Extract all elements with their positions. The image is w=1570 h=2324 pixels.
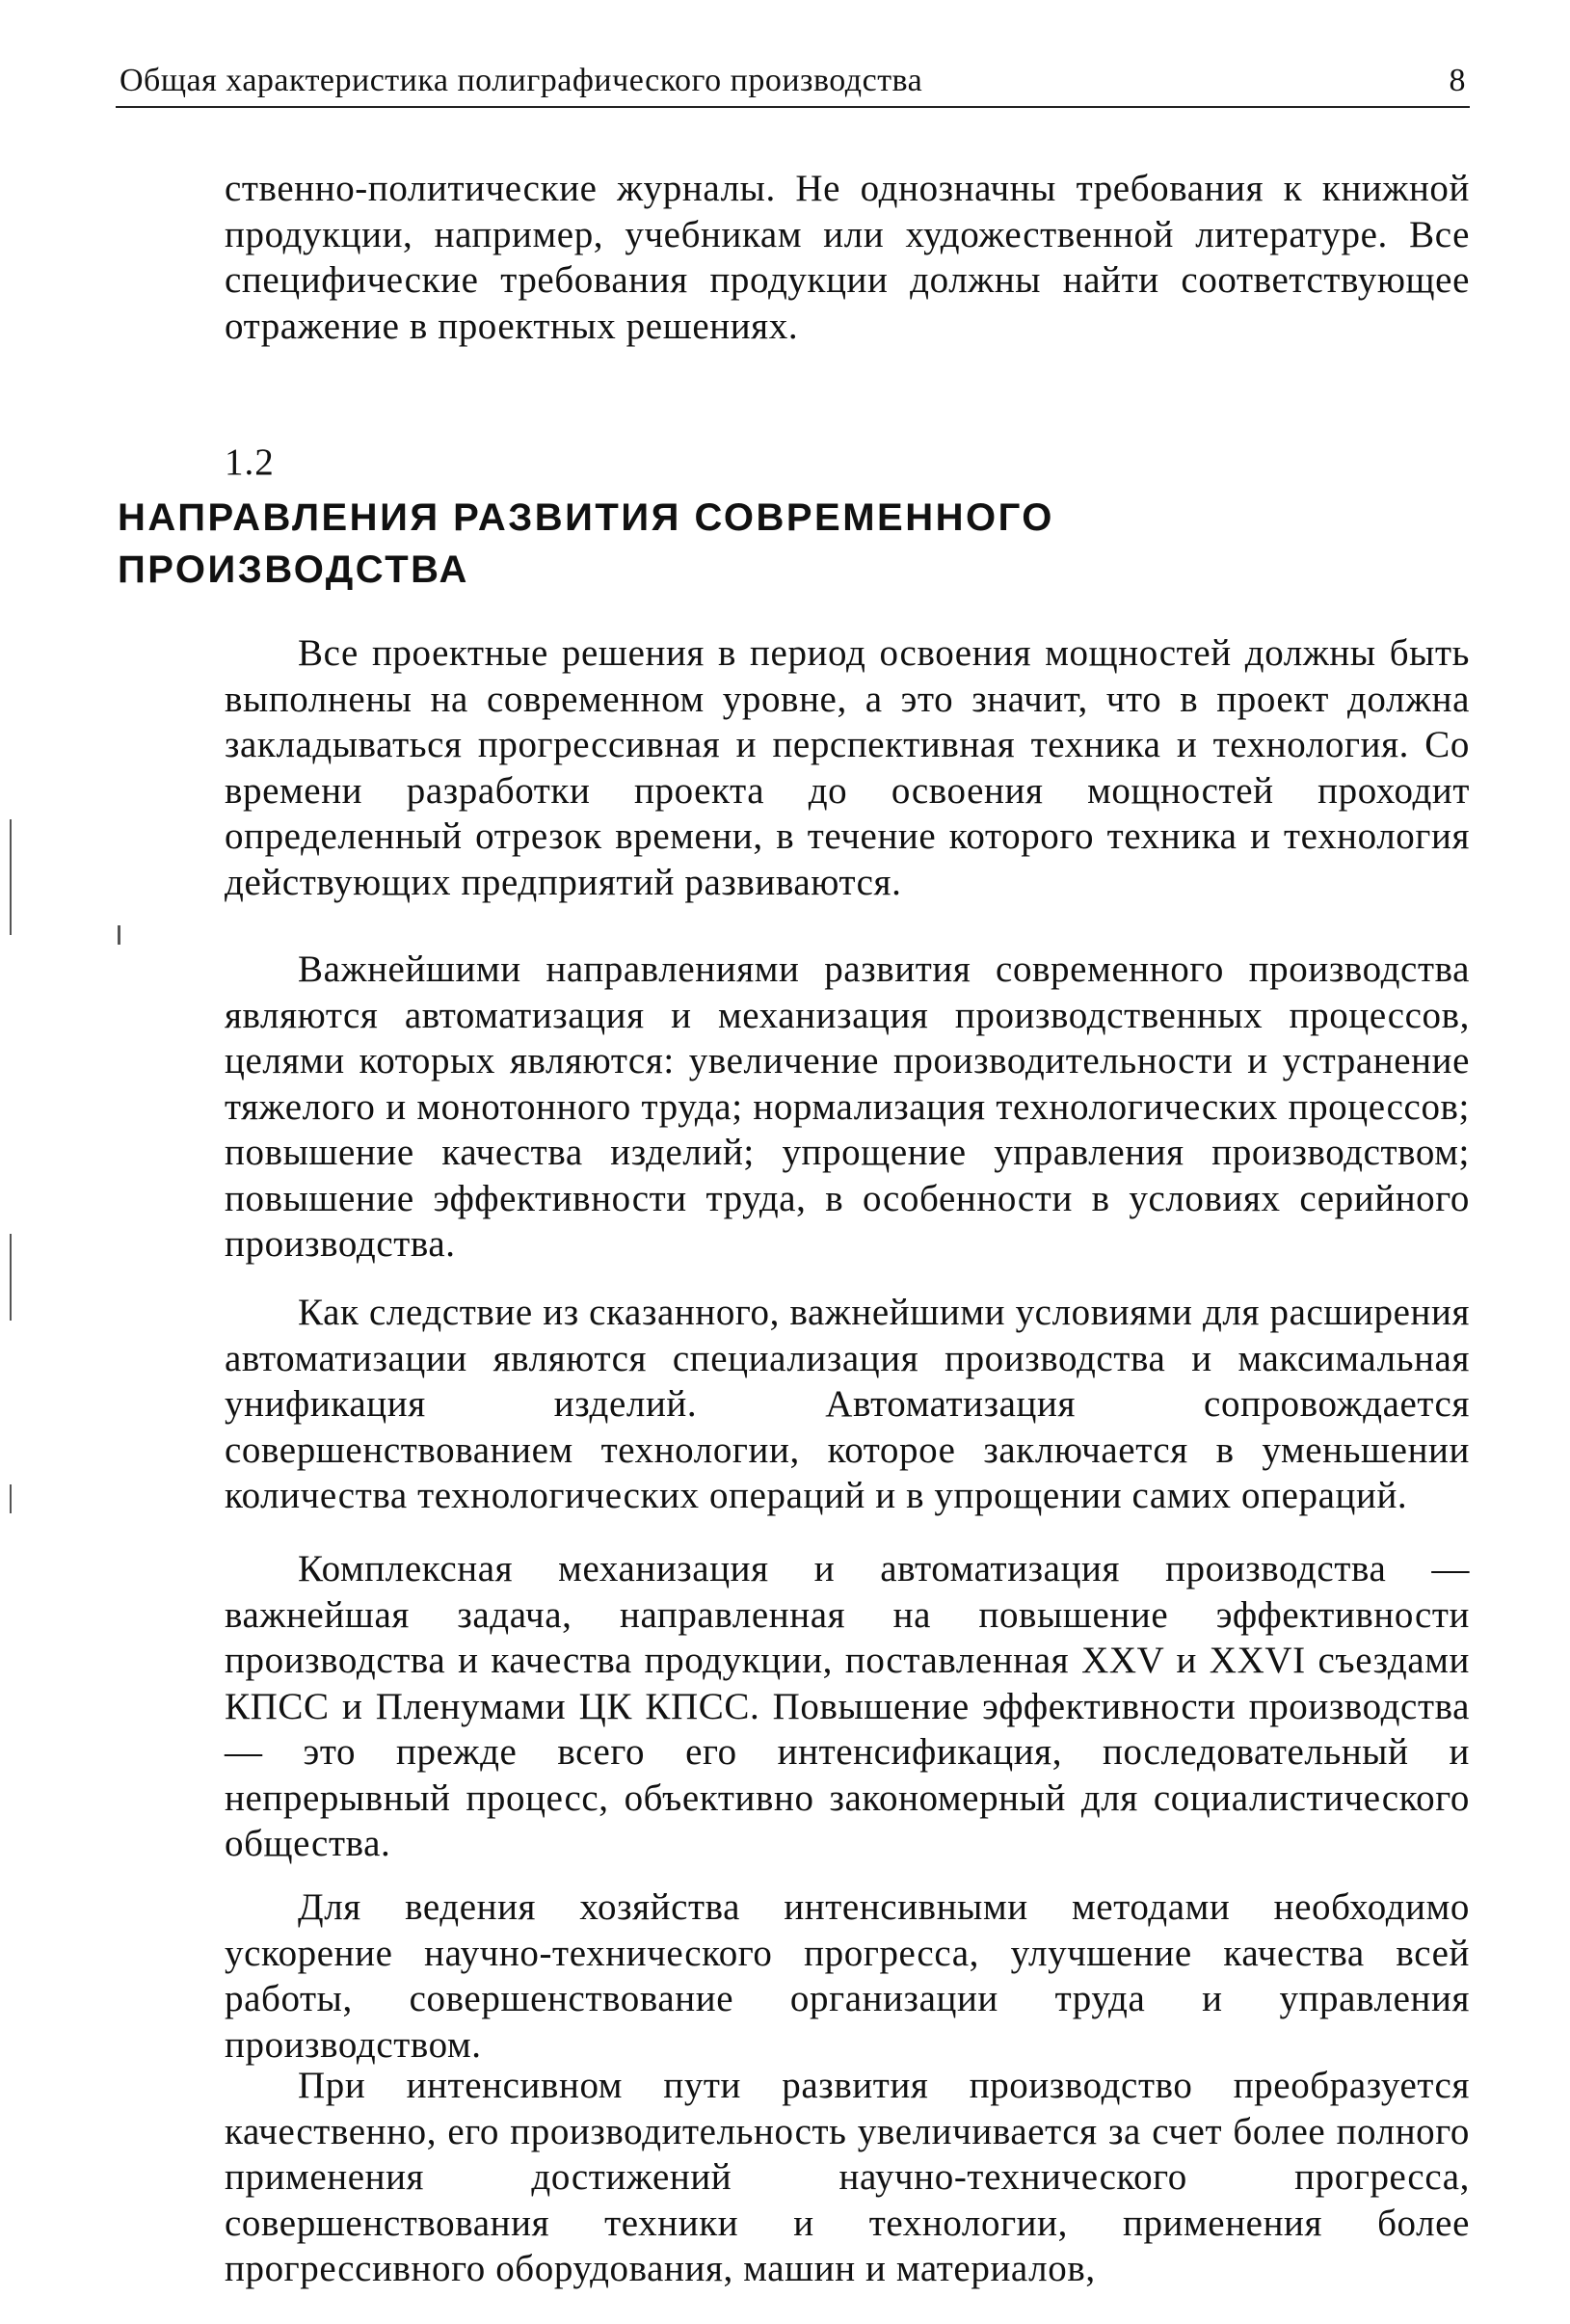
paragraph-continuation: ственно-политические журналы. Не однозначны требования к книжной продукции, например, учебникам или художественной литературе. Все специфические требования продукции должны найти соответствующее отражение в проектных решениях. [225, 168, 1470, 347]
running-header [116, 56, 1470, 108]
scan-artifact [118, 925, 120, 945]
section-number: 1.2 [225, 441, 275, 483]
paragraph: Важнейшими направлениями развития современного производства являются автоматизация и механизация производственных процессов, целями которых являются: увеличение производительности и устранение тяжелого и монотонного труда; нормализация технологических процессов; повышение качества изделий; упрощение управления производством; повышение эффективности труда, в особенности в условиях серийного производства. [225, 948, 1470, 1265]
scan-artifact [10, 1484, 12, 1513]
paragraph: При интенсивном пути развития производство преобразуется качественно, его производительность увеличивается за счет более полного применения достижений научно-технического прогресса, совершенствования техники и технологии, применения более прогрессивного оборудования, машин и материалов, [225, 2065, 1470, 2289]
paragraph: Все проектные решения в период освоения мощностей должны быть выполнены на современном уровне, а это значит, что в проект должна закладываться прогрессивная и перспективная техника и технология. Со времени разработки проекта до освоения мощностей проходит определенный отрезок времени, в течение которого техника и технология действующих предприятий развиваются. [225, 632, 1470, 903]
scan-artifact [10, 819, 12, 935]
running-title: Общая характеристика полиграфического производства [120, 63, 923, 98]
paragraph: Как следствие из сказанного, важнейшими условиями для расширения автоматизации являются специализация производства и максимальная унификация изделий. Автоматизация сопровождается совершенствованием технологии, которое заключается в уменьшении количества технологических операций и в упрощении самих операций. [225, 1292, 1470, 1516]
paragraph: Для ведения хозяйства интенсивными методами необходимо ускорение научно-технического прогресса, улучшение качества всей работы, совершенствование организации труда и управления производством. [225, 1886, 1470, 2066]
page-number: 8 [1449, 63, 1466, 98]
scan-artifact [10, 1234, 12, 1321]
section-title: НАПРАВЛЕНИЯ РАЗВИТИЯ СОВРЕМЕННОГО ПРОИЗВОДСТВА [118, 496, 1054, 591]
paragraph: Комплексная механизация и автоматизация производства — важнейшая задача, направленная на повышение эффективности производства и качества продукции, поставленная XXV и XXVI съездами КПСС и Пленумами ЦК КПСС. Повышение эффективности производства — это прежде всего его интенсификация, последовательный и непрерывный процесс, объективно закономерный для социалистического общества. [225, 1548, 1470, 1864]
